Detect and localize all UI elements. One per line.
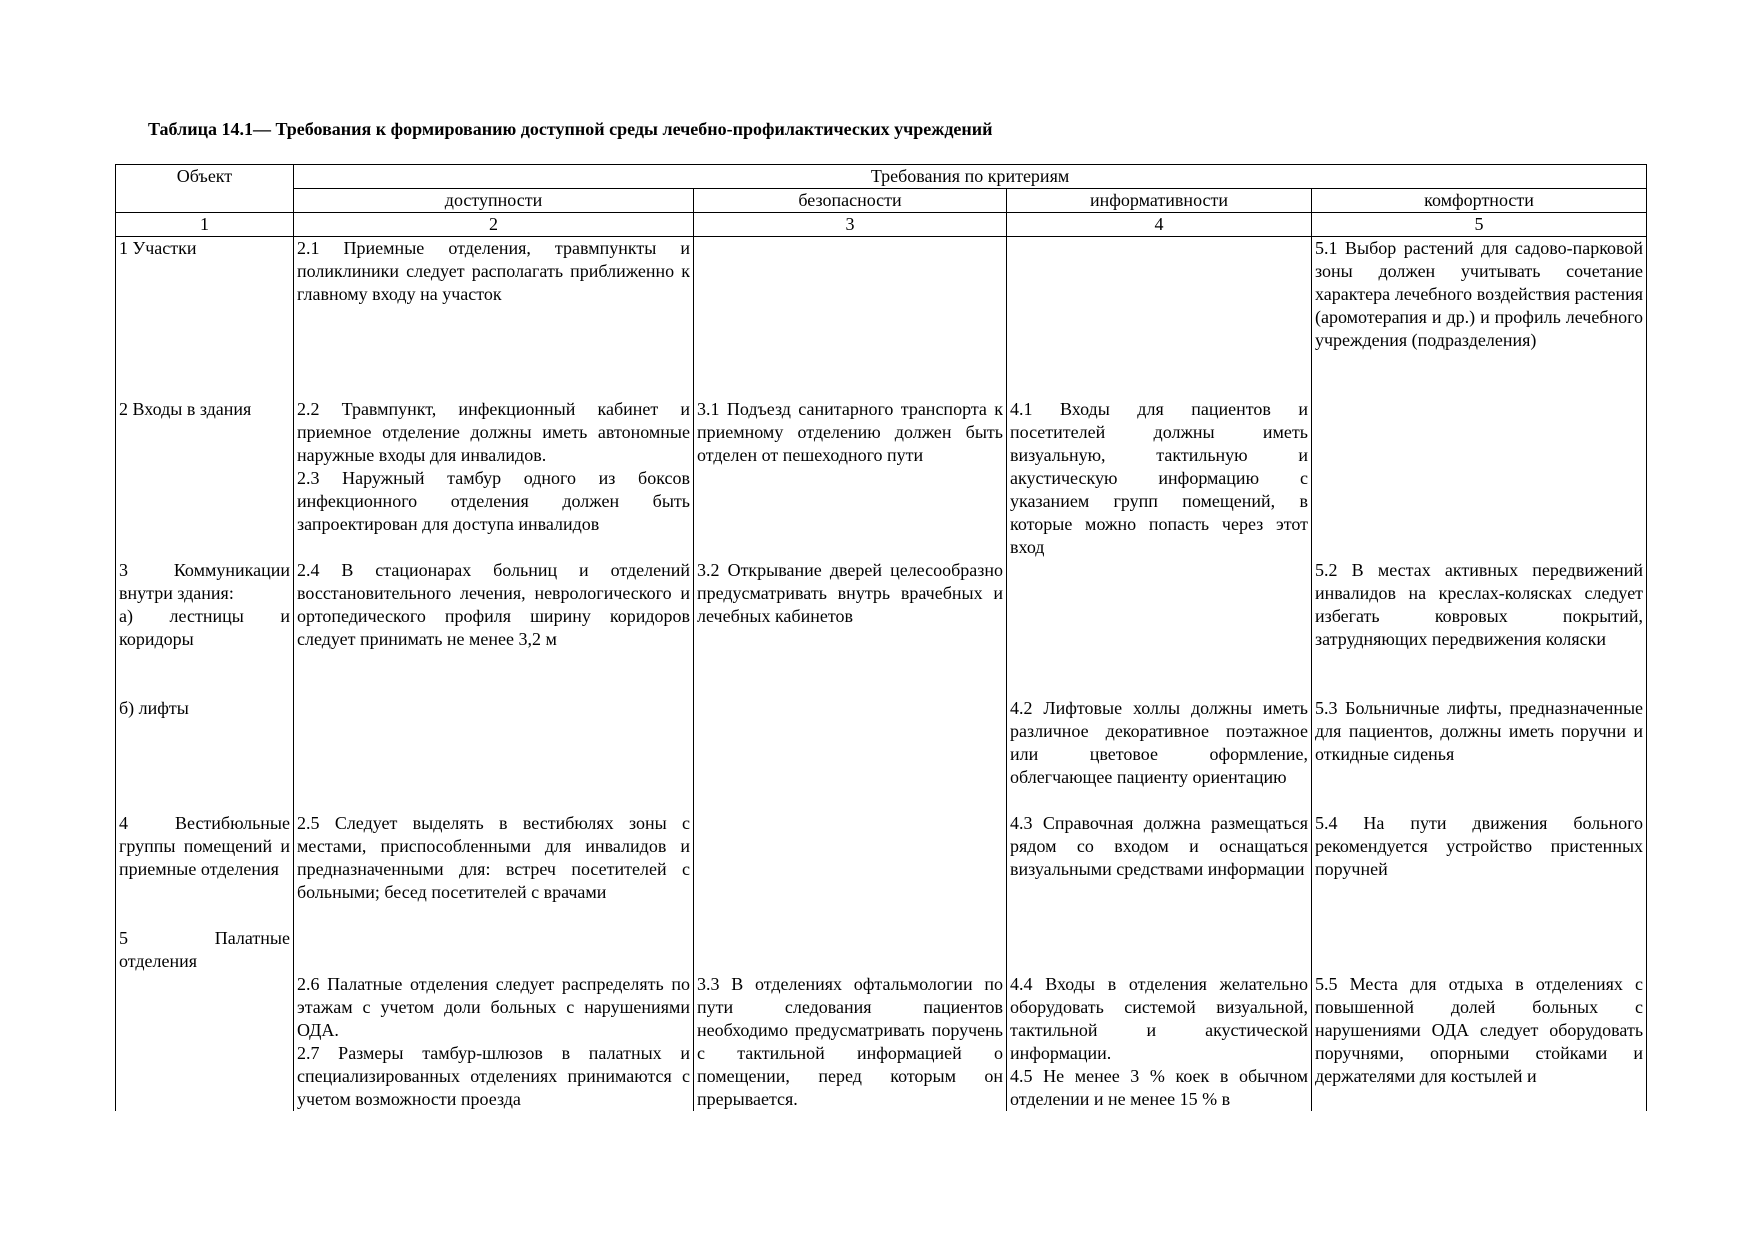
cell-safety: [694, 812, 1007, 927]
cell-object: 5 Палатные отделения: [116, 927, 294, 973]
cell-access: [294, 697, 694, 812]
cell-access: 2.4 В стационарах больниц и отделений восстановительного лечения, неврологического и ортопедического профиля ширину коридоров следует принимать не менее 3,2 м: [294, 559, 694, 697]
cell-safety: [694, 237, 1007, 399]
cell-info: [1007, 559, 1312, 697]
header-criterion-comfort: комфортности: [1312, 189, 1647, 213]
header-object: Объект: [116, 165, 294, 213]
cell-object: [116, 973, 294, 1111]
cell-info: [1007, 973, 1312, 1111]
requirement-text: 2.2 Травмпункт, инфекционный кабинет и приемное отделение должны иметь автономные наружные входы для инвалидов.: [297, 399, 690, 465]
cell-comfort: [1312, 927, 1647, 973]
cell-safety: 3.2 Открывание дверей целесообразно предусматривать внутрь врачебных и лечебных кабинетов: [694, 559, 1007, 697]
requirement-text: 2.6 Палатные отделения следует распределять по этажам с учетом доли больных с нарушениями ОДА.: [297, 974, 690, 1040]
table-row: [116, 973, 1647, 1111]
cell-comfort: 5.3 Больничные лифты, предназначенные для пациентов, должны иметь поручни и откидные сиденья: [1312, 697, 1647, 812]
cell-access: [294, 398, 694, 559]
cell-comfort: 5.5 Места для отдыха в отделениях с повышенной долей больных с нарушениями ОДА следует оборудовать поручнями, опорными стойками и держателями для костылей и: [1312, 973, 1647, 1111]
cell-access: 2.1 Приемные отделения, травмпункты и поликлиники следует располагать приближенно к главному входу на участок: [294, 237, 694, 399]
table-row: [116, 398, 1647, 559]
cell-comfort: 5.1 Выбор растений для садово-парковой зоны должен учитывать сочетание характера лечебного воздействия растения (аромотерапия и др.) и профиль лечебного учреждения (подразделения): [1312, 237, 1647, 399]
requirement-text: 2.7 Размеры тамбур-шлюзов в палатных и специализированных отделениях принимаются с учетом возможности проезда: [297, 1043, 690, 1109]
cell-object: б) лифты: [116, 697, 294, 812]
header-row-criteria: [116, 189, 1647, 213]
cell-info: 4.1 Входы для пациентов и посетителей должны иметь визуальную, тактильную и акустическую информацию с указанием групп помещений, в которые можно попасть через этот вход: [1007, 398, 1312, 559]
cell-info: 4.3 Справочная должна размещаться рядом со входом и оснащаться визуальными средствами информации: [1007, 812, 1312, 927]
cell-comfort: [1312, 398, 1647, 559]
header-criterion-safety: безопасности: [694, 189, 1007, 213]
column-number: 2: [294, 213, 694, 237]
cell-comfort: 5.4 На пути движения больного рекомендуется устройство пристенных поручней: [1312, 812, 1647, 927]
column-number: 3: [694, 213, 1007, 237]
cell-safety: 3.1 Подъезд санитарного транспорта к приемному отделению должен быть отделен от пешеходного пути: [694, 398, 1007, 559]
cell-object: 4 Вестибюльные группы помещений и приемные отделения: [116, 812, 294, 927]
header-criterion-access: доступности: [294, 189, 694, 213]
column-number: 4: [1007, 213, 1312, 237]
requirement-text: 2.3 Наружный тамбур одного из боксов инфекционного отделения должен быть запроектирован для доступа инвалидов: [297, 468, 690, 534]
cell-safety: [694, 927, 1007, 973]
cell-info: 4.2 Лифтовые холлы должны иметь различное декоративное поэтажное или цветовое оформление, облегчающее пациенту ориентацию: [1007, 697, 1312, 812]
cell-object: 1 Участки: [116, 237, 294, 399]
table-row: [116, 559, 1647, 697]
table-row: [116, 697, 1647, 812]
cell-safety: 3.3 В отделениях офтальмологии по пути следования пациентов необходимо предусматривать поручень с тактильной информацией о помещении, перед которым он прерывается.: [694, 973, 1007, 1111]
cell-access: [294, 973, 694, 1111]
table-row: [116, 237, 1647, 399]
cell-info: [1007, 927, 1312, 973]
table-row: [116, 812, 1647, 927]
column-number-row: [116, 213, 1647, 237]
cell-object: 2 Входы в здания: [116, 398, 294, 559]
cell-info: [1007, 237, 1312, 399]
cell-safety: [694, 697, 1007, 812]
cell-access: [294, 927, 694, 973]
object-subtext: а) лестницы и коридоры: [119, 606, 290, 649]
header-row-top: [116, 165, 1647, 189]
column-number: 1: [116, 213, 294, 237]
cell-access: 2.5 Следует выделять в вестибюлях зоны с местами, приспособленными для инвалидов и предназначенными для: встреч посетителей с больными; бесед посетителей с врачами: [294, 812, 694, 927]
column-number: 5: [1312, 213, 1647, 237]
requirement-text: 4.5 Не менее 3 % коек в обычном отделении и не менее 15 % в: [1010, 1066, 1308, 1109]
requirements-table: [115, 164, 1647, 1111]
requirement-text: 4.4 Входы в отделения желательно оборудовать системой визуальной, тактильной и акустической информации.: [1010, 974, 1308, 1063]
header-requirements: Требования по критериям: [294, 165, 1647, 189]
table-title: Таблица 14.1— Требования к формированию доступной среды лечебно-профилактических учреждений: [148, 119, 993, 139]
object-text: 3 Коммуникации внутри здания:: [119, 560, 290, 603]
header-criterion-info: информативности: [1007, 189, 1312, 213]
cell-comfort: 5.2 В местах активных передвижений инвалидов на креслах-колясках следует избегать ковровых покрытий, затрудняющих передвижения коляски: [1312, 559, 1647, 697]
cell-object: [116, 559, 294, 697]
table-row: [116, 927, 1647, 973]
